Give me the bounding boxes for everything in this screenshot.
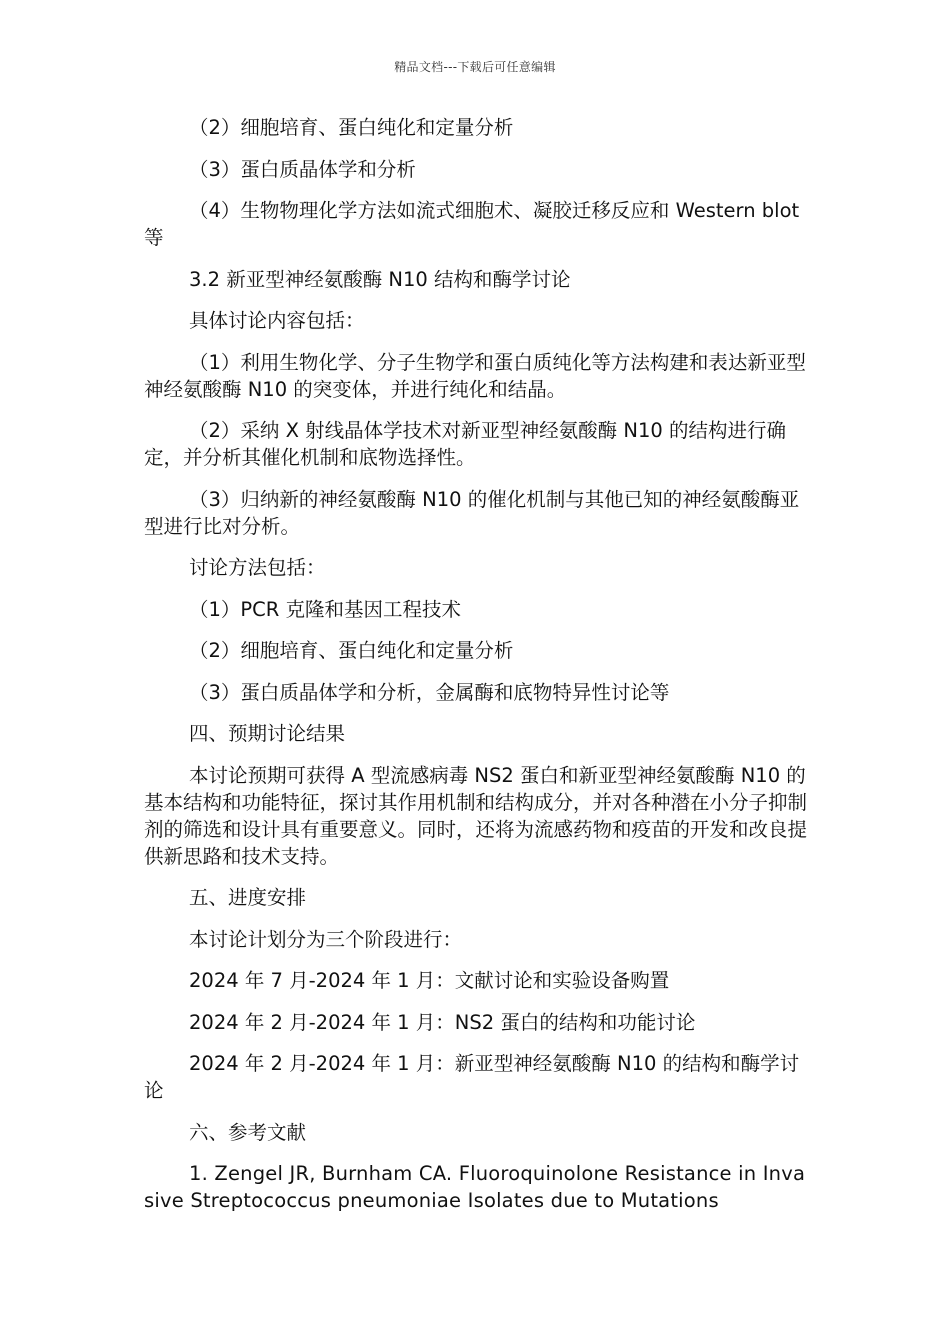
methods-intro: 讨论方法包括： (189, 556, 326, 579)
section-heading-5: 五、进度安排 (189, 886, 307, 909)
page-header: 精品文档---下载后可任意编辑 (394, 60, 556, 74)
document-body (144, 114, 808, 1229)
content-item-2: （2）采纳 X 射线晶体学技术对新亚型神经氨酸酶 N10 的结构进行确定，并分析其催化机制和底物选择性。 (144, 419, 786, 469)
section-heading-6: 六、参考文献 (189, 1120, 307, 1144)
content-intro: 具体讨论内容包括： (189, 309, 365, 332)
list-item-cell-culture: （2）细胞培育、蛋白纯化和定量分析 (189, 116, 514, 139)
content-item-1: （1）利用生物化学、分子生物学和蛋白质纯化等方法构建和表达新亚型神经氨酸酶 N10 的突变体，并进行纯化和结晶。 (144, 350, 806, 401)
expected-results-paragraph: 本讨论预期可获得 A 型流感病毒 NS2 蛋白和新亚型神经氨酸酶 N10 的基本结构和功能特征，探讨其作用机制和结构成分，并对各种潜在小分子抑制剂的筛选和设计具有重要意义。同时，还将为流感药物和疫苗的开发和改良提供新思路和技术支持。 (144, 763, 808, 868)
list-item-biophysics: （4）生物物理化学方法如流式细胞术、凝胶迁移反应和 Western blot 等 (144, 199, 800, 249)
method-item-1: （1）PCR 克隆和基因工程技术 (189, 597, 462, 621)
schedule-item-2: 2024 年 2 月-2024 年 1 月：NS2 蛋白的结构和功能讨论 (189, 1010, 696, 1034)
list-item-crystallography: （3）蛋白质晶体学和分析 (189, 157, 416, 181)
schedule-intro: 本讨论计划分为三个阶段进行： (189, 927, 463, 951)
section-heading-3-2: 3.2 新亚型神经氨酸酶 N10 结构和酶学讨论 (189, 267, 571, 291)
content-item-3: （3）归纳新的神经氨酸酶 N10 的催化机制与其他已知的神经氨酸酶亚型进行比对分析。 (144, 487, 800, 538)
schedule-item-3: 2024 年 2 月-2024 年 1 月：新亚型神经氨酸酶 N10 的结构和酶学讨论 (144, 1052, 800, 1102)
schedule-item-1: 2024 年 7 月-2024 年 1 月：文献讨论和实验设备购置 (189, 969, 670, 992)
method-item-2: （2）细胞培育、蛋白纯化和定量分析 (189, 639, 514, 662)
method-item-3: （3）蛋白质晶体学和分析，金属酶和底物特异性讨论等 (189, 680, 670, 704)
section-heading-4: 四、预期讨论结果 (189, 722, 346, 745)
reference-item-1: 1. Zengel JR, Burnham CA. Fluoroquinolone Resistance in Invasive Streptococcus pneumoniae Isolates due to Mutations (144, 1162, 806, 1212)
